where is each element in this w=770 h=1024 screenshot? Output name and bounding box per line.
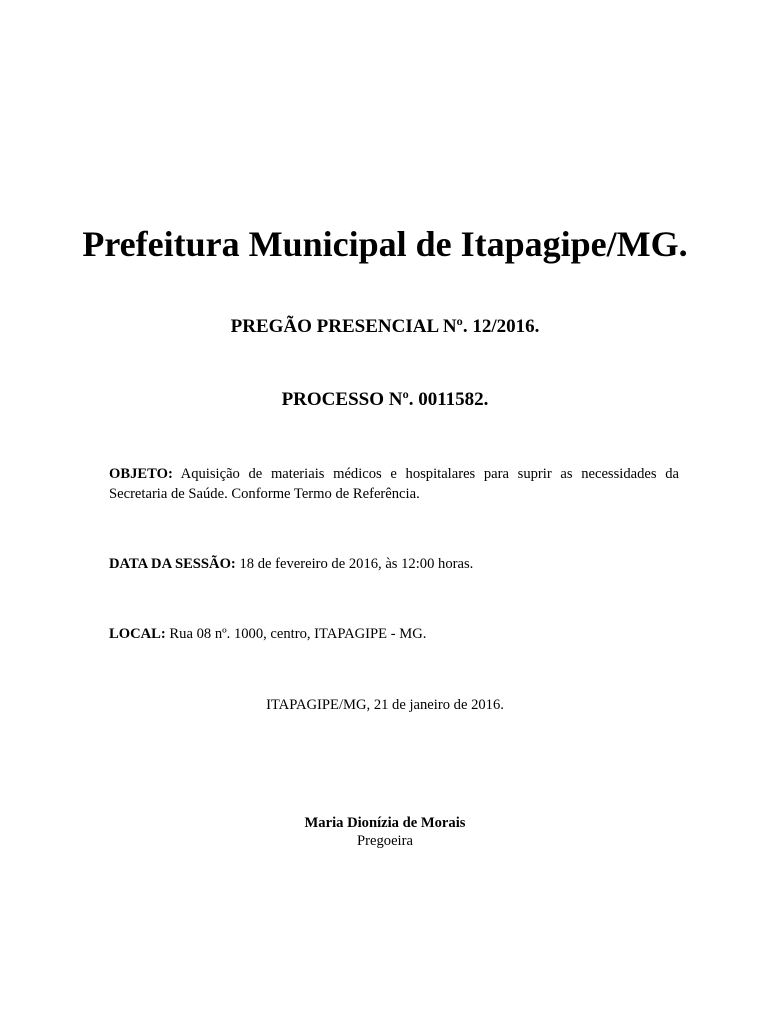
objeto-paragraph	[109, 464, 679, 504]
local-text: Rua 08 nº. 1000, centro, ITAPAGIPE - MG.	[169, 626, 427, 642]
sessao-label: DATA DA SESSÃO:	[109, 556, 236, 572]
processo-heading: PROCESSO Nº. 0011582.	[281, 389, 489, 410]
signature-name: Maria Dionízia de Morais	[304, 815, 466, 831]
sessao-paragraph	[109, 554, 679, 574]
objeto-label: OBJETO:	[109, 466, 173, 482]
local-label: LOCAL:	[109, 626, 166, 642]
signature-role: Pregoeira	[357, 833, 413, 849]
objeto-text: Aquisição de materiais médicos e hospitalares para suprir as necessidades da Secretaria de Saúde. Conforme Termo de Referência.	[109, 466, 679, 502]
document-title: Prefeitura Municipal de Itapagipe/MG.	[82, 224, 688, 264]
local-paragraph	[109, 624, 679, 644]
pregao-heading: PREGÃO PRESENCIAL Nº. 12/2016.	[230, 316, 540, 337]
sessao-text: 18 de fevereiro de 2016, às 12:00 horas.	[239, 556, 474, 572]
date-line: ITAPAGIPE/MG, 21 de janeiro de 2016.	[266, 697, 504, 713]
